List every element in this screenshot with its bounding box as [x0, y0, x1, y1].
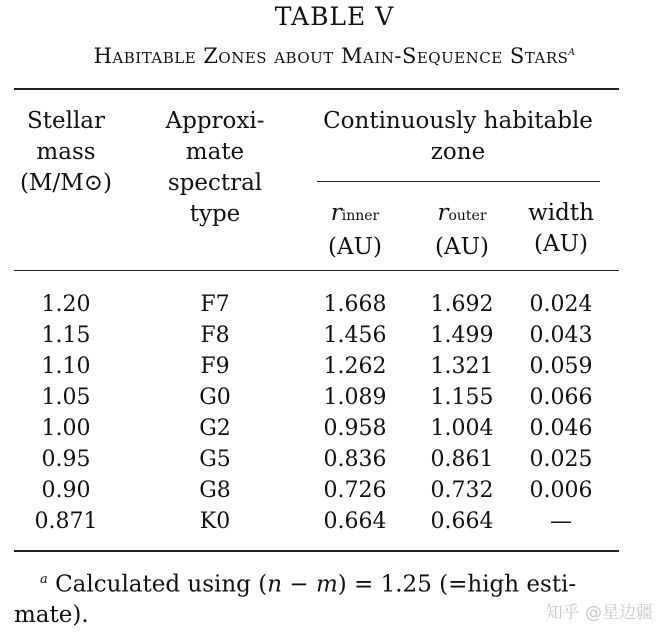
cell-mass: 0.90 [41, 478, 91, 503]
cell-r-outer: 0.664 [430, 509, 494, 534]
cell-mass: 1.15 [41, 323, 91, 348]
header-zone [312, 106, 604, 168]
cell-width: 0.006 [529, 478, 593, 503]
cell-r-outer: 0.861 [430, 447, 494, 472]
r-inner-symbol: r [330, 200, 342, 226]
cell-type: G5 [199, 447, 231, 472]
r-outer-sub: outer [448, 208, 487, 224]
footnote [14, 565, 619, 630]
header-type-line3: spectral [167, 170, 263, 196]
cell-r-inner: 0.958 [323, 416, 387, 441]
cell-r-inner: 0.664 [323, 509, 387, 534]
r-outer-symbol: r [437, 200, 449, 226]
r-inner-sub: inner [341, 208, 380, 224]
header-mass-line3: (M/M⊙) [19, 170, 113, 196]
header-type-line1: Approxi- [165, 108, 265, 134]
table-title: TABLE V [274, 2, 395, 31]
header-r-outer [407, 198, 517, 263]
cell-r-inner: 0.836 [323, 447, 387, 472]
footnote-marker: a [40, 572, 48, 587]
cell-r-outer: 1.155 [430, 385, 494, 410]
cell-r-inner: 1.262 [323, 354, 387, 379]
header-rule [14, 270, 619, 271]
header-zone-line1: Continuously habitable [323, 108, 593, 134]
cell-r-inner: 1.456 [323, 323, 387, 348]
footnote-n: n [267, 571, 283, 598]
subtitle-note-marker: a [568, 44, 576, 59]
cell-width: 0.046 [529, 416, 593, 441]
width-label: width [528, 200, 594, 226]
cell-type: G0 [199, 385, 231, 410]
cell-type: F7 [200, 292, 230, 317]
cell-mass: 1.20 [41, 292, 91, 317]
watermark: 知乎 @星边疆 [545, 603, 653, 623]
cell-r-inner: 0.726 [323, 478, 387, 503]
top-rule [14, 88, 619, 90]
header-r-inner [300, 198, 410, 263]
header-type-line4: type [189, 201, 241, 227]
cell-type: F9 [200, 354, 230, 379]
table-subtitle [0, 44, 669, 68]
cell-width: 0.043 [529, 323, 593, 348]
footnote-text-before: Calculated using ( [55, 571, 268, 598]
cell-r-outer: 0.732 [430, 478, 494, 503]
cell-type: G2 [199, 416, 231, 441]
cell-r-outer: 1.004 [430, 416, 494, 441]
cell-r-inner: 1.668 [323, 292, 387, 317]
cell-type: K0 [199, 509, 231, 534]
cell-r-outer: 1.499 [430, 323, 494, 348]
cell-mass: 1.05 [41, 385, 91, 410]
r-outer-unit: (AU) [435, 234, 489, 260]
header-zone-line2: zone [430, 139, 486, 165]
header-mass-line1: Stellar [26, 108, 106, 134]
header-mass [6, 106, 126, 199]
cell-mass: 1.00 [41, 416, 91, 441]
r-inner-unit: (AU) [328, 234, 382, 260]
subtitle-text: Habitable Zones about Main-Sequence Stars [93, 44, 569, 68]
footnote-line2: mate). [14, 601, 89, 628]
header-type [150, 106, 280, 230]
cell-r-inner: 1.089 [323, 385, 387, 410]
bottom-rule [14, 550, 619, 552]
cell-width: — [550, 509, 572, 534]
cell-width: 0.059 [529, 354, 593, 379]
footnote-minus: − [282, 571, 316, 598]
footnote-m: m [315, 571, 338, 598]
header-width [506, 198, 616, 260]
cell-type: F8 [200, 323, 230, 348]
cell-mass: 1.10 [41, 354, 91, 379]
cell-r-outer: 1.321 [430, 354, 494, 379]
cell-mass: 0.95 [41, 447, 91, 472]
footnote-text-after: ) = 1.25 (=high esti- [337, 571, 577, 598]
cell-width: 0.024 [529, 292, 593, 317]
cell-width: 0.025 [529, 447, 593, 472]
cell-width: 0.066 [529, 385, 593, 410]
width-unit: (AU) [534, 231, 588, 257]
cell-r-outer: 1.692 [430, 292, 494, 317]
cell-type: G8 [199, 478, 231, 503]
header-type-line2: mate [185, 139, 245, 165]
cell-mass: 0.871 [34, 509, 98, 534]
zone-subrule [317, 181, 600, 182]
header-mass-line2: mass [36, 139, 96, 165]
